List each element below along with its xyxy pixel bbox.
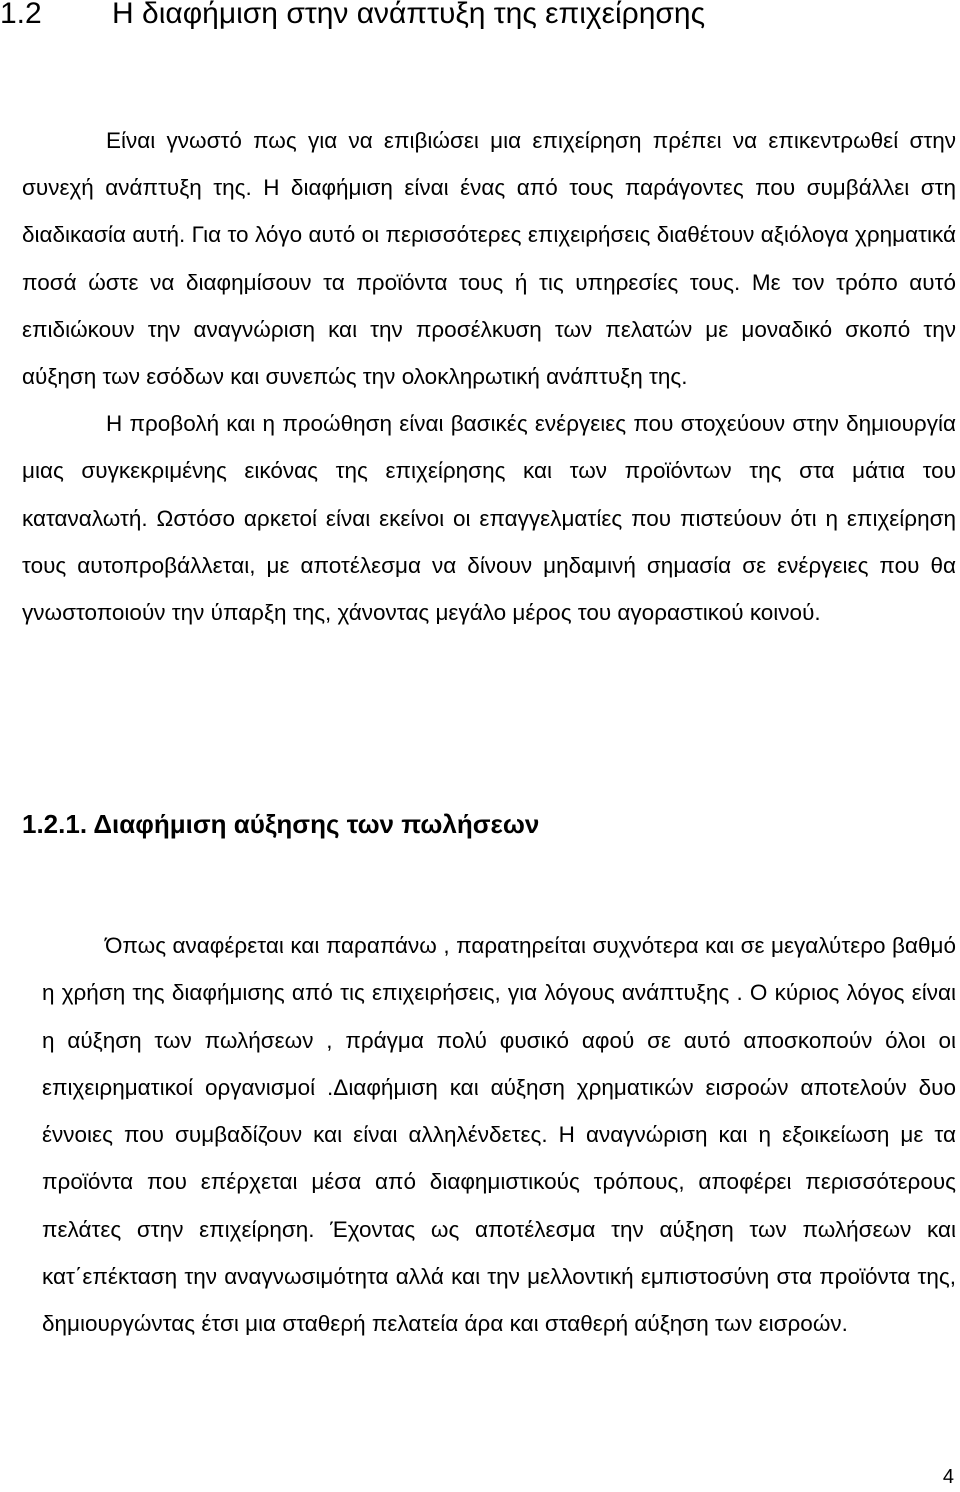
page-number: 4 [942,1466,954,1488]
subsection-body [42,922,956,1348]
section-title: Η διαφήμιση στην ανάπτυξη της επιχείρησης [112,0,706,30]
section-heading [0,0,705,36]
paragraph: Είναι γνωστό πως για να επιβιώσει μια επιχείρηση πρέπει να επικεντρωθεί στην συνεχή ανάπτυξη της. Η διαφήμιση είναι ένας από τους παράγοντες που συμβάλλει στη διαδικασία αυτή. Για το λόγο αυτό οι περισσότερες επιχειρήσεις διαθέτουν αξιόλογα χρηματικά ποσά ώστε να διαφημίσουν τα προϊόντα τους ή τις υπηρεσίες τους. Με τον τρόπο αυτό επιδιώκουν την αναγνώριση και την προσέλκυση των πελατών με μοναδικό σκοπό την αύξηση των εσόδων και συνεπώς την ολοκληρωτική ανάπτυξη της. [22,128,956,390]
subsection-number: 1.2.1. [22,809,88,839]
subsection-title: Διαφήμιση αύξησης των πωλήσεων [93,809,540,839]
paragraph: Η προβολή και η προώθηση είναι βασικές ενέργειες που στοχεύουν στην δημιουργία μιας συγκεκριμένης εικόνας της επιχείρησης και των προϊόντων της στα μάτια του καταναλωτή. Ωστόσο αρκετοί είναι εκείνοι οι επαγγελματίες που πιστεύουν ότι η επιχείρηση τους αυτοπροβάλλεται, με αποτέλεσμα να δίνουν μηδαμινή σημασία σε ενέργειες που θα γνωστοποιούν την ύπαρξη της, χάνοντας μεγάλο μέρος του αγοραστικού κοινού. [22,411,956,626]
section-body [22,117,956,636]
section-number: 1.2 [0,0,42,30]
paragraph: Όπως αναφέρεται και παραπάνω , παρατηρείται συχνότερα και σε μεγαλύτερο βαθμό η χρήση της διαφήμισης από τις επιχειρήσεις, για λόγους ανάπτυξης . Ο κύριος λόγος είναι η αύξηση των πωλήσεων , πράγμα πολύ φυσικό αφού σε αυτό αποσκοπούν όλοι οι επιχειρηματικοί οργανισμοί .Διαφήμιση και αύξηση χρηματικών εισροών αποτελούν δυο έννοιες που συμβαδίζουν και είναι αλληλένδετες. Η αναγνώριση και η εξοικείωση με τα προϊόντα που επέρχεται μέσα από διαφημιστικούς τρόπους, αποφέρει περισσότερους πελάτες στην επιχείρηση. Έχοντας ως αποτέλεσμα την αύξηση των πωλήσεων και κατ΄επέκταση την αναγνωσιμότητα αλλά και την μελλοντική εμπιστοσύνη στα προϊόντα της, δημιουργώντας έτσι μια σταθερή πελατεία άρα και σταθερή αύξηση των εισροών. [42,933,956,1337]
subsection-heading [22,802,539,846]
